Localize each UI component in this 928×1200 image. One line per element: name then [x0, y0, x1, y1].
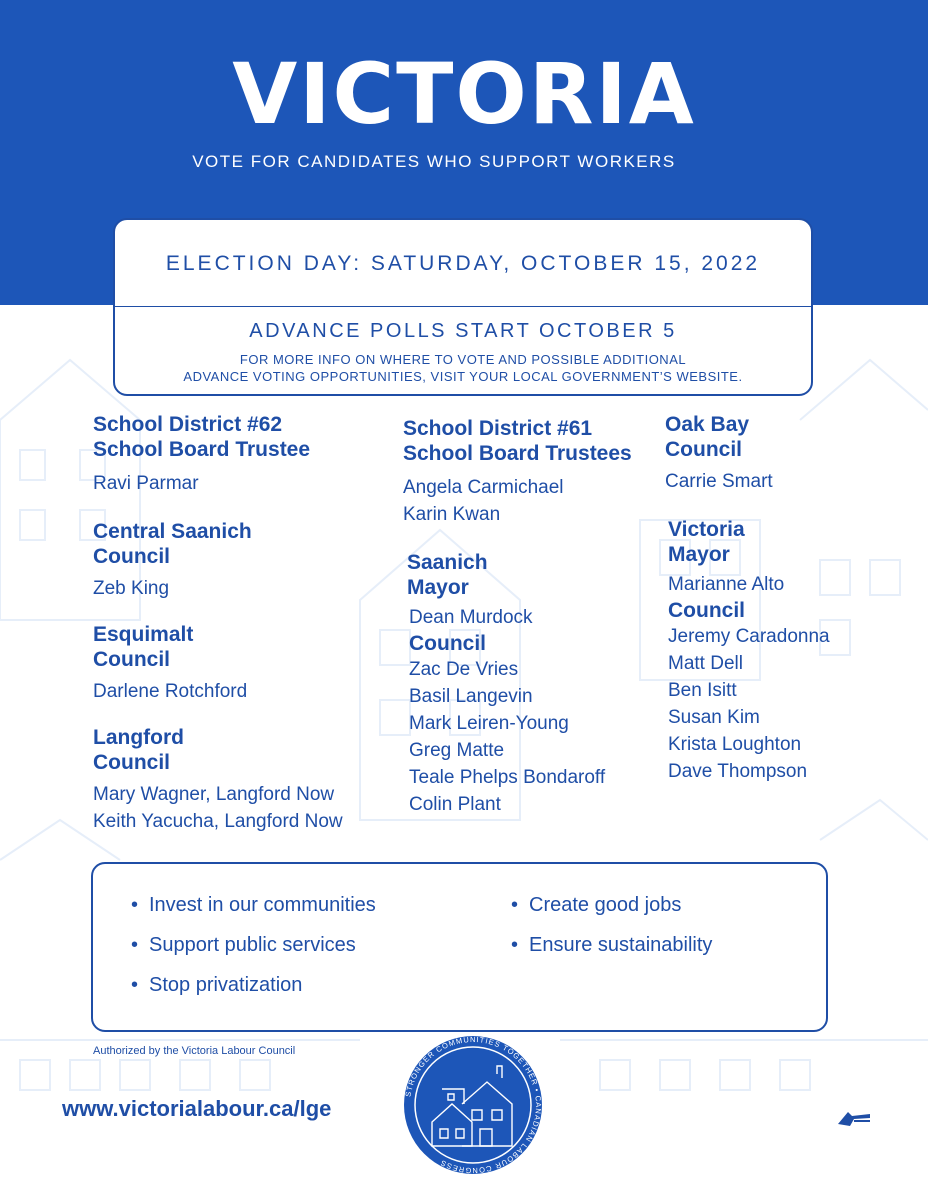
sd61-subheading: School Board Trustees: [403, 442, 632, 465]
saanich-mayor-heading: Mayor: [407, 576, 469, 599]
candidate-name: Mary Wagner, Langford Now: [93, 784, 335, 805]
authorization-notice: Authorized by the Victoria Labour Council: [93, 1045, 296, 1057]
langford-subheading: Council: [93, 751, 170, 774]
candidate-name: Darlene Rotchford: [93, 681, 248, 702]
goals-box: [91, 862, 828, 1032]
esquimalt-heading: Esquimalt: [93, 623, 194, 646]
candidates-column-middle: [403, 416, 632, 818]
election-day-text: ELECTION DAY: SATURDAY, OCTOBER 15, 2022: [165, 252, 761, 275]
candidate-name: Teale Phelps Bondaroff: [409, 767, 606, 788]
candidate-name: Ravi Parmar: [93, 473, 199, 494]
svg-text:STRONGER COMMUNITIES TOGETHER: STRONGER COMMUNITIES TOGETHER • CANADIAN LABOUR CONGRESS: [403, 1034, 544, 1176]
candidate-name: Greg Matte: [409, 740, 505, 761]
union-bug-icon: [836, 1106, 872, 1128]
candidate-name: Karin Kwan: [403, 504, 501, 525]
page-subtitle: VOTE FOR CANDIDATES WHO SUPPORT WORKERS: [192, 152, 676, 171]
advance-note-line1: FOR MORE INFO ON WHERE TO VOTE AND POSSIBLE ADDITIONAL: [239, 352, 687, 367]
esquimalt-subheading: Council: [93, 648, 170, 671]
candidate-name: Mark Leiren-Young: [409, 713, 569, 734]
candidate-name: Susan Kim: [668, 707, 760, 728]
candidate-name: Zac De Vries: [409, 659, 519, 680]
central-saanich-heading: Central Saanich: [93, 520, 252, 543]
labour-council-seal: [402, 1034, 544, 1176]
victoria-mayor-heading: Mayor: [668, 543, 730, 566]
goal-item: • Ensure sustainability: [511, 934, 713, 956]
candidate-name: Matt Dell: [668, 653, 743, 674]
election-info-box: [113, 218, 813, 396]
candidate-name: Marianne Alto: [668, 574, 785, 595]
candidate-name: Carrie Smart: [665, 471, 773, 492]
candidate-name: Dave Thompson: [668, 761, 808, 782]
candidate-name: Krista Loughton: [668, 734, 802, 755]
candidate-name: Jeremy Caradonna: [668, 626, 830, 647]
candidate-name: Angela Carmichael: [403, 477, 564, 498]
advance-polls-heading: ADVANCE POLLS START OCTOBER 5: [249, 320, 677, 342]
goal-item: • Stop privatization: [131, 974, 303, 996]
saanich-heading: Saanich: [407, 551, 488, 574]
sd62-heading: School District #62: [93, 413, 283, 436]
oak-bay-heading: Oak Bay: [665, 413, 750, 436]
candidate-name: Dean Murdock: [409, 607, 533, 628]
candidate-name: Zeb King: [93, 578, 170, 599]
sd62-subheading: School Board Trustee: [93, 438, 311, 461]
central-saanich-subheading: Council: [93, 545, 170, 568]
candidate-name: Ben Isitt: [668, 680, 737, 701]
advance-note-line2: ADVANCE VOTING OPPORTUNITIES, VISIT YOUR LOCAL GOVERNMENT’S WEBSITE.: [183, 369, 743, 384]
candidates-column-right: [665, 412, 830, 785]
victoria-council-heading: Council: [668, 599, 745, 622]
website-link[interactable]: www.victorialabour.ca/lge: [62, 1096, 332, 1121]
langford-heading: Langford: [93, 726, 184, 749]
goal-item: • Support public services: [131, 934, 356, 956]
page-title: VICTORIA: [232, 45, 696, 143]
victoria-heading: Victoria: [668, 518, 745, 541]
goal-item: • Invest in our communities: [131, 894, 376, 916]
candidates-column-left: [93, 412, 343, 835]
candidate-name: Basil Langevin: [409, 686, 533, 707]
candidate-name: Keith Yacucha, Langford Now: [93, 811, 343, 832]
goal-item: • Create good jobs: [511, 894, 682, 916]
sd61-heading: School District #61: [403, 417, 593, 440]
candidate-name: Colin Plant: [409, 794, 501, 815]
oak-bay-subheading: Council: [665, 438, 742, 461]
saanich-council-heading: Council: [409, 632, 486, 655]
divider: [115, 306, 811, 307]
